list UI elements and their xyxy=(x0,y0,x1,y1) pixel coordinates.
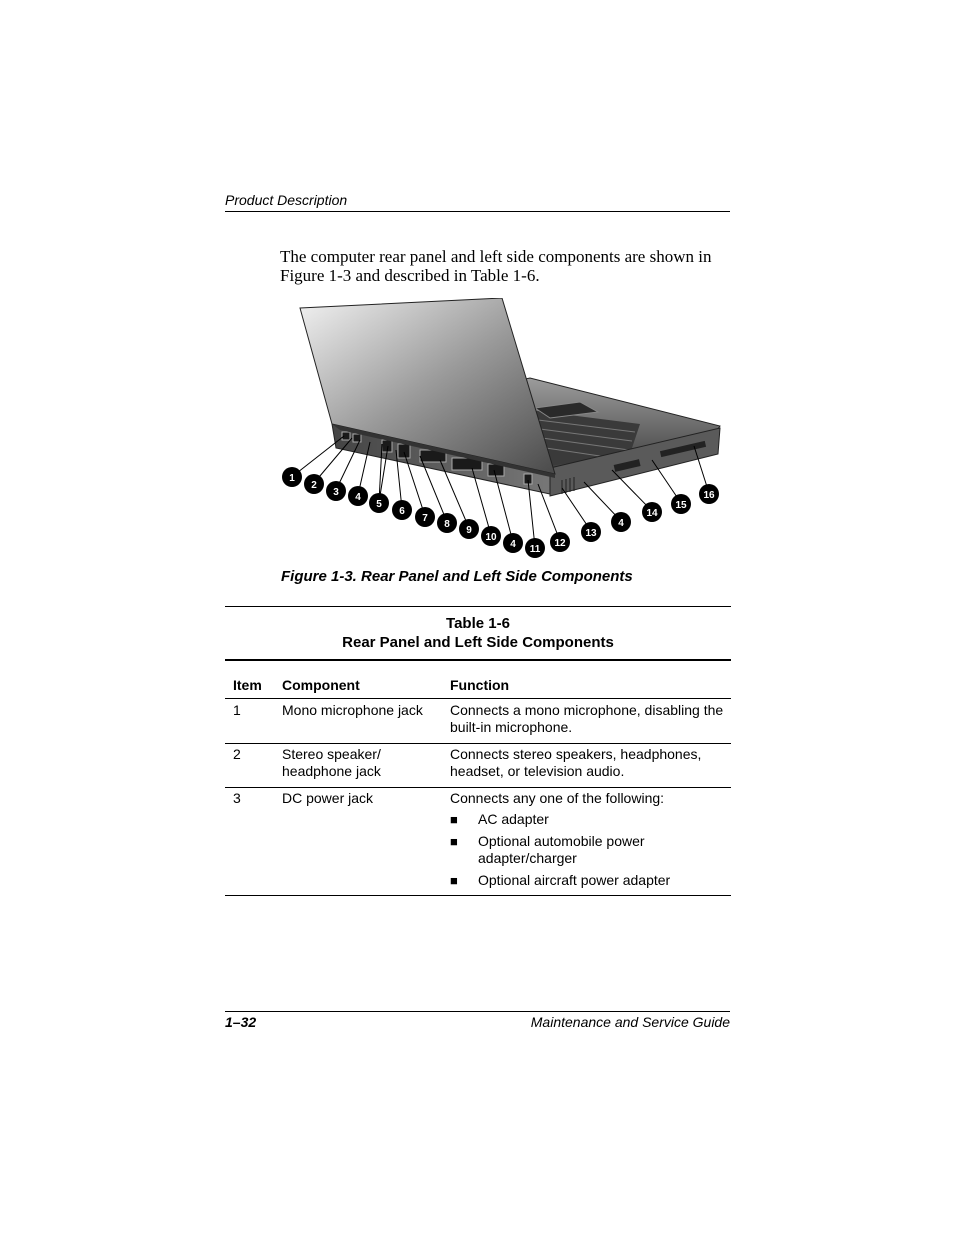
table-bottom-rule xyxy=(225,895,731,896)
row-function: Connects any one of the following: xyxy=(450,790,665,806)
svg-text:1: 1 xyxy=(289,473,295,484)
row-item: 2 xyxy=(233,746,241,762)
bullet-marker: ■ xyxy=(450,873,458,888)
row-component: Mono microphone jack xyxy=(282,702,423,718)
callout-7 xyxy=(415,507,435,527)
row-component: Stereo speaker/ headphone jack xyxy=(282,746,381,779)
row-component: DC power jack xyxy=(282,790,374,806)
svg-text:16: 16 xyxy=(703,490,715,501)
column-header-item: Item xyxy=(233,677,262,693)
bullet-item: Optional aircraft power adapter xyxy=(478,872,671,888)
bullet-marker: ■ xyxy=(450,812,458,827)
svg-text:10: 10 xyxy=(485,532,497,543)
svg-text:7: 7 xyxy=(422,513,428,524)
row-item: 3 xyxy=(233,790,241,806)
intro-paragraph: The computer rear panel and left side components are shown in Figure 1-3 and described in Table 1-6. xyxy=(280,247,712,285)
svg-text:6: 6 xyxy=(399,506,405,517)
svg-text:13: 13 xyxy=(585,528,597,539)
header-row-rule xyxy=(225,698,731,699)
figure-caption: Figure 1-3. Rear Panel and Left Side Components xyxy=(281,568,633,585)
callout-14 xyxy=(642,502,662,522)
svg-text:3: 3 xyxy=(333,487,339,498)
callout-9 xyxy=(459,519,479,539)
svg-text:4: 4 xyxy=(510,539,516,550)
svg-text:4: 4 xyxy=(618,518,624,529)
header-rule xyxy=(225,211,730,212)
callout-4c xyxy=(611,512,631,532)
callout-13 xyxy=(581,522,601,542)
svg-text:14: 14 xyxy=(646,508,658,519)
callout-4b xyxy=(503,533,523,553)
row-item: 1 xyxy=(233,702,241,718)
svg-text:5: 5 xyxy=(376,499,382,510)
callout-4a xyxy=(348,486,368,506)
callout-15 xyxy=(671,494,691,514)
table-number: Table 1-6 xyxy=(446,615,510,632)
svg-text:12: 12 xyxy=(554,538,566,549)
running-header: Product Description xyxy=(225,192,348,208)
row-function: Connects stereo speakers, headphones, headset, or television audio. xyxy=(450,746,702,779)
row-function: Connects a mono microphone, disabling the built-in microphone. xyxy=(450,702,724,735)
laptop-illustration xyxy=(300,298,720,496)
callout-1 xyxy=(282,467,302,487)
callout-8 xyxy=(437,513,457,533)
callout-11 xyxy=(525,538,545,558)
row-rule xyxy=(225,743,731,744)
svg-text:9: 9 xyxy=(466,525,472,536)
svg-text:15: 15 xyxy=(675,500,687,511)
page-number: 1–32 xyxy=(225,1014,257,1030)
bullet-item: AC adapter xyxy=(478,811,549,827)
callout-2 xyxy=(304,474,324,494)
table-title: Rear Panel and Left Side Components xyxy=(342,634,614,651)
callout-12 xyxy=(550,532,570,552)
svg-text:2: 2 xyxy=(311,480,317,491)
table-top-rule xyxy=(225,606,731,607)
laptop-figure xyxy=(280,298,730,560)
svg-text:4: 4 xyxy=(355,492,361,503)
guide-title: Maintenance and Service Guide xyxy=(530,1014,730,1030)
callout-5 xyxy=(369,493,389,513)
callout-10 xyxy=(481,526,501,546)
svg-text:11: 11 xyxy=(529,544,541,555)
row-rule xyxy=(225,787,731,788)
svg-text:8: 8 xyxy=(444,519,450,530)
footer-rule xyxy=(225,1011,730,1012)
callout-16 xyxy=(699,484,719,504)
column-header-component: Component xyxy=(282,677,360,693)
table-title-rule xyxy=(225,659,731,661)
column-header-function: Function xyxy=(450,677,510,693)
callout-3 xyxy=(326,481,346,501)
bullet-item: Optional automobile power adapter/charger xyxy=(478,833,645,866)
callout-6 xyxy=(392,500,412,520)
bullet-marker: ■ xyxy=(450,834,458,849)
